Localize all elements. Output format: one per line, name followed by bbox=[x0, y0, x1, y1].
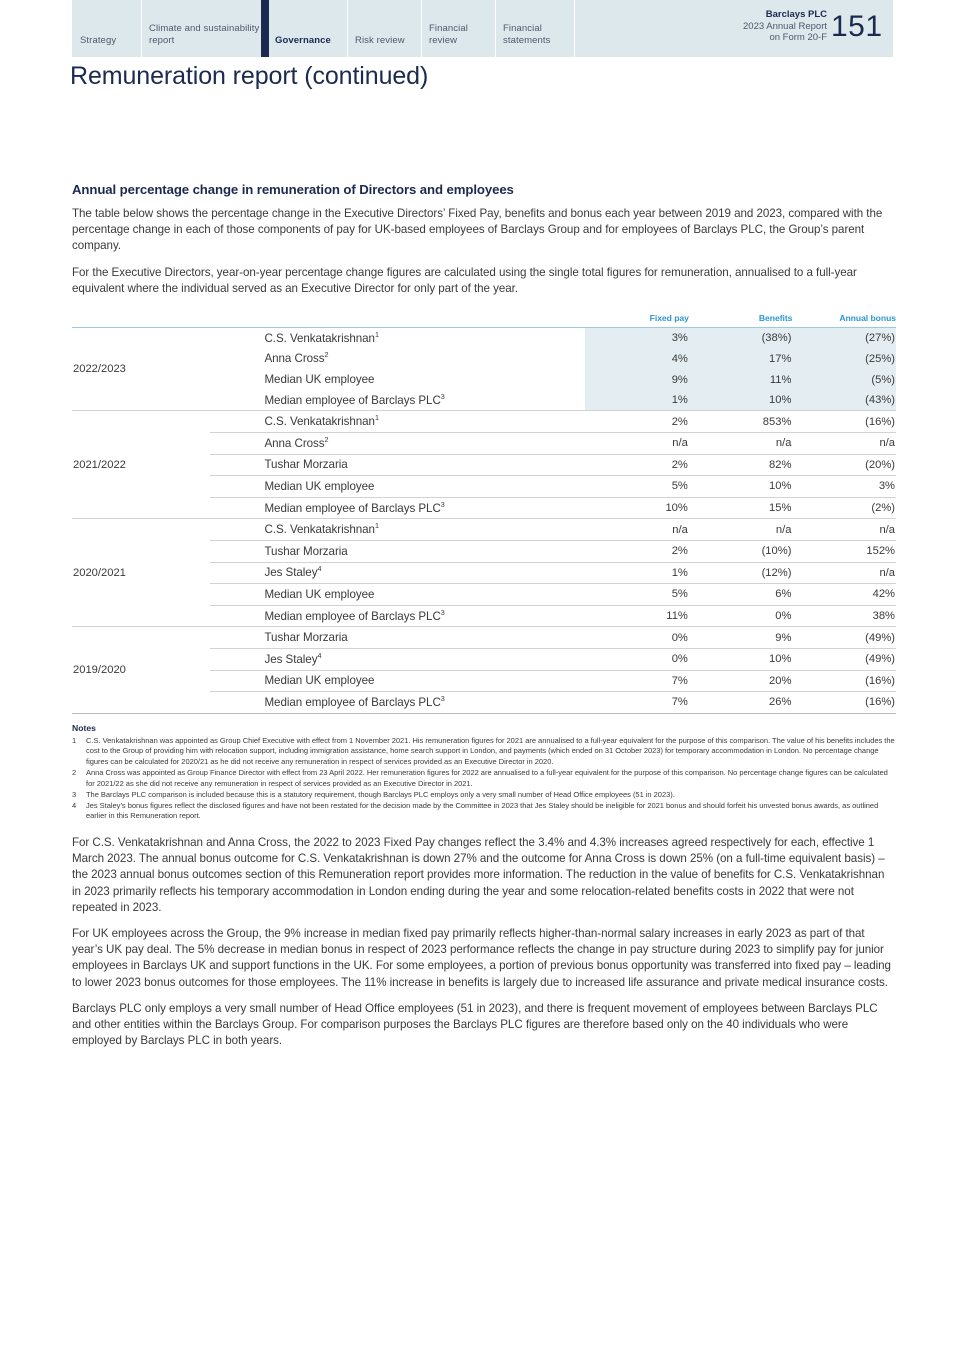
table-row bbox=[72, 328, 896, 349]
nav-tab-label: Strategy bbox=[80, 34, 117, 46]
nav-tab-financial-statements[interactable] bbox=[495, 0, 574, 57]
row-year-label: 2020/2021 bbox=[72, 519, 210, 627]
report-title-line-1: 2023 Annual Report bbox=[743, 20, 827, 32]
cell-annual-bonus: (2%) bbox=[792, 497, 896, 519]
cell-fixed-pay: 11% bbox=[585, 605, 689, 627]
cell-annual-bonus: (16%) bbox=[792, 692, 896, 714]
note-number: 2 bbox=[72, 767, 77, 777]
intro-paragraph-2: For the Executive Directors, year-on-year percentage change figures are calculated using the single total figures for remuneration, annualised to a full-year equivalent where the individual served as an Executive Director for only part of the year. bbox=[72, 265, 857, 295]
cell-annual-bonus: n/a bbox=[792, 562, 896, 584]
table-group-2020-2021 bbox=[72, 519, 896, 627]
closing-paragraph-2: For UK employees across the Group, the 9% increase in median fixed pay primarily reflects higher-than-normal salary increases in early 2023 as part of that year’s UK pay deal. The 5% decrease in median bonus in respect of 2023 performance reflects the change in pay structure during 2023 to simplify pay for junior employees in Barclays UK and support functions in the UK. For some employees, a portion of previous bonus opportunity was transferred into fixed pay – leading to lower 2023 bonus outcomes for those employees. The 11% increase in benefits is largely due to increased life assurance and private medical insurance costs. bbox=[72, 926, 891, 989]
cell-benefits: n/a bbox=[689, 432, 793, 454]
cell-fixed-pay: 9% bbox=[585, 369, 689, 390]
table-header-row bbox=[72, 313, 896, 328]
row-label: Median employee of Barclays PLC$^3$ bbox=[210, 497, 585, 519]
note-text: C.S. Venkatakrishnan was appointed as Group Chief Executive with effect from 1 November 2021. His remuneration figures for 2021 are annualised to a full-year equivalent for the purpose of this comparison. The value of his benefits includes the cost to the Group of providing him with relocation support, including immigration assistance, home search support in London, and payments (which ended on 31 October 2023) for temporary accommodation in London. No percentage change figures can be calculated for 2020/21 as he did not receive any remuneration in respect of services provided as an Executive Director in 2020. bbox=[86, 735, 895, 766]
cell-annual-bonus: 42% bbox=[792, 584, 896, 606]
cell-benefits: 26% bbox=[689, 692, 793, 714]
row-label: Anna Cross$^2$ bbox=[264, 350, 329, 366]
header-name-column bbox=[210, 313, 585, 328]
footnote-marker: 1 bbox=[374, 521, 379, 531]
cell-annual-bonus: (49%) bbox=[792, 648, 896, 670]
cell-annual-bonus: 3% bbox=[792, 476, 896, 498]
intro-paragraph-1: The table below shows the percentage change in the Executive Directors’ Fixed Pay, benefits and bonus each year between 2019 and 2023, compared with the percentage change in each of those components of pay for UK-based employees of Barclays Group and for employees of Barclays PLC, the Group’s parent company. bbox=[72, 207, 883, 253]
table-header bbox=[72, 313, 896, 328]
cell-fixed-pay: n/a bbox=[585, 432, 689, 454]
notes-heading: Notes bbox=[72, 722, 96, 733]
table-group-2022-2023 bbox=[72, 328, 896, 411]
row-label: C.S. Venkatakrishnan$^1$ bbox=[264, 329, 379, 345]
cell-annual-bonus: (49%) bbox=[792, 627, 896, 649]
cell-annual-bonus: (16%) bbox=[792, 411, 896, 433]
cell-benefits: (10%) bbox=[689, 540, 793, 562]
cell-benefits: 82% bbox=[689, 454, 793, 476]
cell-annual-bonus: n/a bbox=[792, 432, 896, 454]
cell-benefits: (38%) bbox=[689, 328, 793, 349]
cell-fixed-pay: 2% bbox=[585, 411, 689, 433]
row-label: Median UK employee bbox=[264, 373, 375, 386]
cell-fixed-pay: 7% bbox=[585, 692, 689, 714]
cell-benefits: 9% bbox=[689, 627, 793, 649]
table-row bbox=[72, 627, 896, 649]
cell-benefits: 0% bbox=[689, 605, 793, 627]
closing-paragraphs bbox=[72, 835, 896, 1049]
row-label: Median employee of Barclays PLC$^3$ bbox=[210, 605, 585, 627]
cell-benefits: 15% bbox=[689, 497, 793, 519]
cell-fixed-pay: 5% bbox=[585, 476, 689, 498]
cell-fixed-pay: n/a bbox=[585, 519, 689, 541]
table-group-2021-2022 bbox=[72, 411, 896, 519]
column-header-benefits: Benefits bbox=[689, 313, 793, 328]
section-navigation-band bbox=[72, 0, 893, 57]
page-number: 151 bbox=[831, 10, 883, 43]
table-row bbox=[72, 519, 896, 541]
cell-benefits: 10% bbox=[689, 390, 793, 411]
cell-fixed-pay: 4% bbox=[585, 349, 689, 370]
closing-paragraph-3: Barclays PLC only employs a very small number of Head Office employees (51 in 2023), and there is frequent movement of employees between Barclays PLC and other entities within the Barclays Group. For comparison purposes the Barclays PLC figures are therefore based only on the 40 individuals who were employed by Barclays PLC in both years. bbox=[72, 1001, 878, 1048]
nav-tab-financial-review[interactable] bbox=[421, 0, 495, 57]
footnote-marker: 4 bbox=[317, 650, 322, 660]
nav-spacer bbox=[574, 0, 676, 57]
cell-fixed-pay: 3% bbox=[585, 328, 689, 349]
nav-tab-label: Financial review bbox=[429, 23, 468, 46]
footnote-marker: 3 bbox=[440, 499, 445, 509]
nav-tab-label: Climate and sustainability report bbox=[149, 23, 260, 46]
cell-benefits: 20% bbox=[689, 670, 793, 692]
cell-benefits: 11% bbox=[689, 369, 793, 390]
footnote-marker: 1 bbox=[374, 413, 379, 423]
header-year-column bbox=[72, 313, 210, 328]
cell-fixed-pay: 10% bbox=[585, 497, 689, 519]
row-year-label: 2021/2022 bbox=[72, 411, 210, 519]
note-number: 4 bbox=[72, 800, 77, 810]
note-text: Anna Cross was appointed as Group Finance Director with effect from 23 April 2022. Her remuneration figures for 2022 are annualised to a full-year equivalent for the purpose of this comparison. No percentage change figures can be calculated for 2021/22 as she did not receive any remuneration in respect of services provided as an Executive Director in 2021. bbox=[86, 767, 888, 788]
brand-name: Barclays PLC bbox=[765, 9, 827, 21]
cell-fixed-pay: 1% bbox=[585, 390, 689, 411]
cell-annual-bonus: 38% bbox=[792, 605, 896, 627]
nav-tab-risk-review[interactable] bbox=[347, 0, 421, 57]
column-header-annual-bonus: Annual bonus bbox=[792, 313, 896, 328]
column-header-fixed-pay: Fixed pay bbox=[585, 313, 689, 328]
row-label: Median UK employee bbox=[210, 670, 585, 692]
cell-benefits: (12%) bbox=[689, 562, 793, 584]
row-label: Median UK employee bbox=[210, 476, 585, 498]
footnote-marker: 2 bbox=[324, 350, 329, 360]
row-label: Median employee of Barclays PLC$^3$ bbox=[264, 391, 445, 407]
footnote-marker: 1 bbox=[374, 329, 379, 339]
cell-fixed-pay: 5% bbox=[585, 584, 689, 606]
nav-tab-strategy[interactable] bbox=[72, 0, 141, 57]
row-label: Tushar Morzaria bbox=[210, 454, 585, 476]
report-identification bbox=[676, 0, 831, 57]
cell-benefits: 17% bbox=[689, 349, 793, 370]
page-title: Remuneration report (continued) bbox=[70, 62, 429, 90]
row-label: Tushar Morzaria bbox=[210, 627, 585, 649]
cell-fixed-pay: 1% bbox=[585, 562, 689, 584]
footnote-marker: 3 bbox=[440, 607, 445, 617]
cell-fixed-pay: 2% bbox=[585, 454, 689, 476]
footnote-marker: 3 bbox=[440, 391, 445, 401]
cell-annual-bonus: (27%) bbox=[792, 328, 896, 349]
cell-annual-bonus: (5%) bbox=[792, 369, 896, 390]
note-item bbox=[72, 768, 896, 789]
section-heading: Annual percentage change in remuneration of Directors and employees bbox=[72, 182, 514, 197]
closing-paragraph-1: For C.S. Venkatakrishnan and Anna Cross, the 2022 to 2023 Fixed Pay changes reflect the 3.4% and 4.3% increases agreed respectively for each, effective 1 March 2023. The annual bonus outcome for C.S. Venkatakrishnan is down 27% and the outcome for Anna Cross is down 25% (on a full-time equivalent basis) – the 2023 annual bonus outcomes section of this Remuneration report provides more information. The reduction in the value of benefits for C.S. Venkatakrishnan in 2023 primarily reflects his temporary accommodation in London ending during the year and some relocation-related benefits costs in 2022 that were not repeated in 2023. bbox=[72, 835, 885, 914]
cell-annual-bonus: n/a bbox=[792, 519, 896, 541]
nav-tab-label: Governance bbox=[275, 34, 331, 46]
cell-benefits: n/a bbox=[689, 519, 793, 541]
row-year-label: 2019/2020 bbox=[72, 627, 210, 713]
footnote-marker: 4 bbox=[317, 564, 322, 574]
row-label: C.S. Venkatakrishnan$^1$ bbox=[210, 519, 585, 541]
table-group-2019-2020 bbox=[72, 627, 896, 713]
note-text: The Barclays PLC comparison is included because this is a statutory requirement, though Barclays PLC employs only a very small number of Head Office employees (51 in 2023). bbox=[86, 789, 675, 799]
cell-annual-bonus: 152% bbox=[792, 540, 896, 562]
row-year-label: 2022/2023 bbox=[73, 363, 126, 376]
row-label: Jes Staley$^4$ bbox=[210, 562, 585, 584]
report-title-line-2: on Form 20-F bbox=[769, 32, 827, 44]
cell-annual-bonus: (16%) bbox=[792, 670, 896, 692]
nav-tab-governance[interactable] bbox=[261, 0, 347, 57]
nav-tab-label: Risk review bbox=[355, 34, 405, 46]
cell-benefits: 10% bbox=[689, 648, 793, 670]
remuneration-percentage-change-table bbox=[72, 313, 896, 714]
row-label: Median UK employee bbox=[210, 584, 585, 606]
cell-benefits: 6% bbox=[689, 584, 793, 606]
cell-fixed-pay: 2% bbox=[585, 540, 689, 562]
cell-benefits: 853% bbox=[689, 411, 793, 433]
cell-annual-bonus: (25%) bbox=[792, 349, 896, 370]
table-row bbox=[72, 411, 896, 433]
note-number: 1 bbox=[72, 735, 77, 745]
cell-fixed-pay: 0% bbox=[585, 648, 689, 670]
cell-fixed-pay: 0% bbox=[585, 627, 689, 649]
cell-annual-bonus: (20%) bbox=[792, 454, 896, 476]
nav-tab-label: Financial statements bbox=[503, 23, 551, 46]
footnote-marker: 2 bbox=[324, 434, 329, 444]
row-label: Median employee of Barclays PLC$^3$ bbox=[210, 692, 585, 714]
nav-tab-climate-and-sustainability-report[interactable] bbox=[141, 0, 261, 57]
footnote-marker: 3 bbox=[440, 694, 445, 704]
note-text: Jes Staley’s bonus figures reflect the disclosed figures and have not been restated for the decision made by the Committee in 2023 that Jes Staley should be ineligible for 2021 bonus and should forfeit his unvested bonus awards, as outlined earlier in this Remuneration report. bbox=[86, 800, 879, 821]
cell-benefits: 10% bbox=[689, 476, 793, 498]
notes-block bbox=[72, 723, 896, 822]
note-item bbox=[72, 790, 896, 801]
note-number: 3 bbox=[72, 789, 77, 799]
row-label: Tushar Morzaria bbox=[210, 540, 585, 562]
note-item bbox=[72, 736, 896, 768]
row-label: Anna Cross$^2$ bbox=[210, 432, 585, 454]
cell-annual-bonus: (43%) bbox=[792, 390, 896, 411]
row-label: C.S. Venkatakrishnan$^1$ bbox=[210, 411, 585, 433]
main-content bbox=[72, 182, 896, 1059]
row-label: Jes Staley$^4$ bbox=[210, 648, 585, 670]
note-item bbox=[72, 801, 896, 822]
cell-fixed-pay: 7% bbox=[585, 670, 689, 692]
